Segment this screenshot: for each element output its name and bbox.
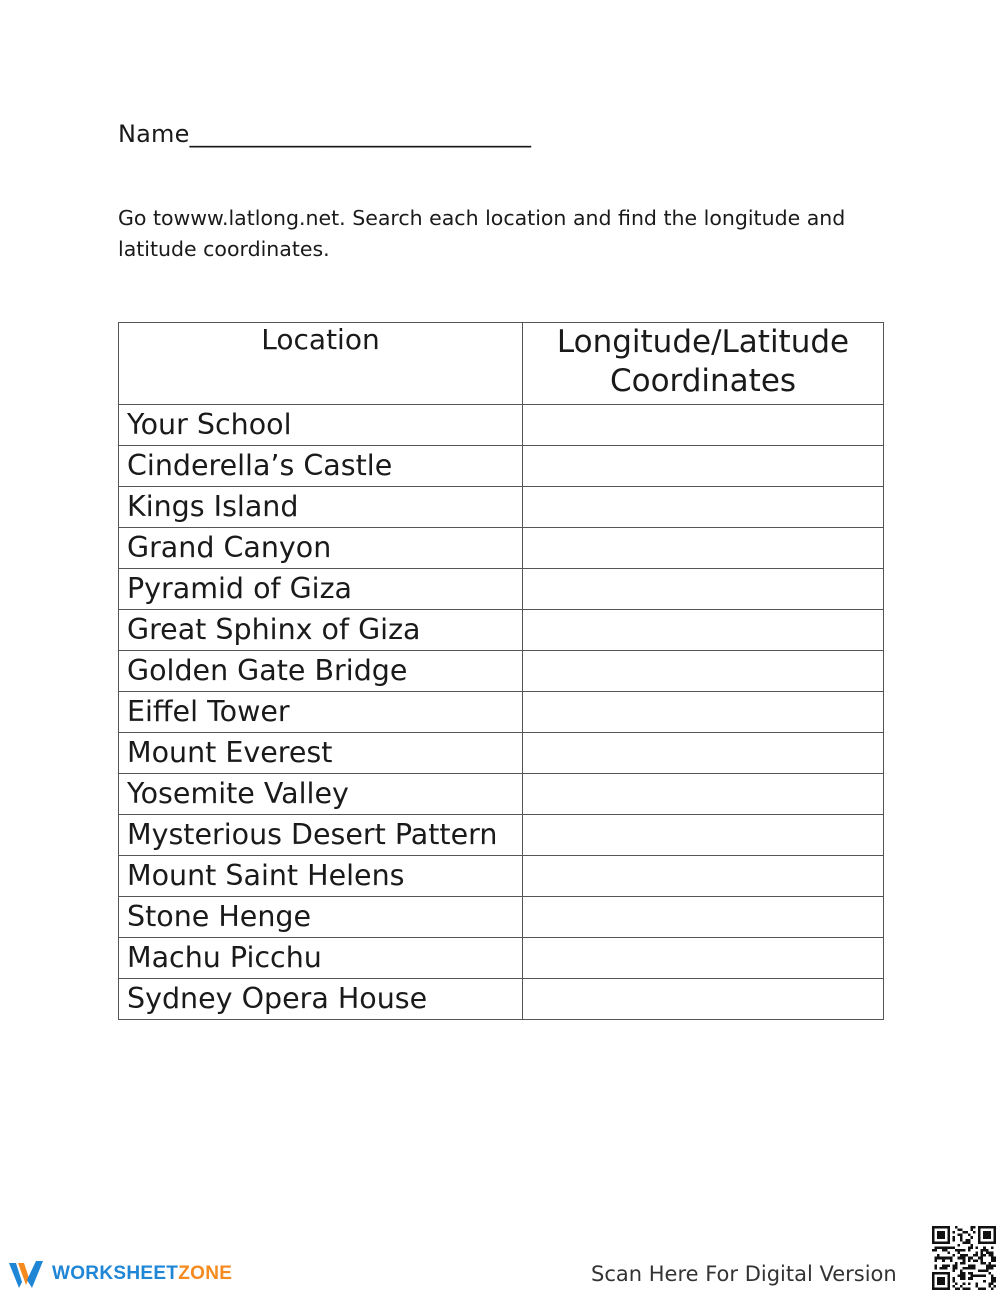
table-row: [119, 692, 884, 733]
brand-zone: ZONE: [178, 1263, 233, 1284]
coordinates-answer-cell[interactable]: [523, 733, 884, 774]
location-cell: Machu Picchu: [119, 938, 523, 979]
coordinates-answer-cell[interactable]: [523, 446, 884, 487]
brand-worksheet: WORKSHEET: [52, 1263, 179, 1284]
table-row: [119, 979, 884, 1020]
location-cell: Pyramid of Giza: [119, 569, 523, 610]
table-row: [119, 815, 884, 856]
table-row: [119, 487, 884, 528]
location-cell: Eiffel Tower: [119, 692, 523, 733]
table-row: [119, 651, 884, 692]
location-cell: Mount Saint Helens: [119, 856, 523, 897]
coordinates-answer-cell[interactable]: [523, 856, 884, 897]
location-cell: Kings Island: [119, 487, 523, 528]
table-row: [119, 569, 884, 610]
coordinates-answer-cell[interactable]: [523, 938, 884, 979]
coordinates-answer-cell[interactable]: [523, 692, 884, 733]
coordinates-answer-cell[interactable]: [523, 979, 884, 1020]
location-cell: Stone Henge: [119, 897, 523, 938]
coordinates-answer-cell[interactable]: [523, 569, 884, 610]
location-cell: Your School: [119, 405, 523, 446]
table-row: [119, 610, 884, 651]
name-field[interactable]: [118, 120, 531, 148]
coordinates-answer-cell[interactable]: [523, 815, 884, 856]
location-cell: Cinderella’s Castle: [119, 446, 523, 487]
worksheet-zone-logo: [8, 1258, 232, 1290]
coordinates-answer-cell[interactable]: [523, 774, 884, 815]
table-row: [119, 446, 884, 487]
location-cell: Mysterious Desert Pattern: [119, 815, 523, 856]
coordinates-answer-cell[interactable]: [523, 610, 884, 651]
location-cell: Yosemite Valley: [119, 774, 523, 815]
location-column-header: Location: [119, 323, 523, 405]
table-row: [119, 405, 884, 446]
coordinates-answer-cell[interactable]: [523, 405, 884, 446]
location-cell: Great Sphinx of Giza: [119, 610, 523, 651]
table-row: [119, 856, 884, 897]
table-header-row: [119, 323, 884, 405]
coordinates-column-header: Longitude/Latitude Coordinates: [523, 323, 884, 405]
table-row: [119, 774, 884, 815]
scan-here-label: Scan Here For Digital Version: [591, 1262, 897, 1286]
name-blank-line[interactable]: ____________________________: [189, 120, 532, 148]
table-body: [119, 405, 884, 1020]
location-cell: Sydney Opera House: [119, 979, 523, 1020]
coordinates-answer-cell[interactable]: [523, 528, 884, 569]
coordinates-answer-cell[interactable]: [523, 651, 884, 692]
table-row: [119, 897, 884, 938]
location-cell: Grand Canyon: [119, 528, 523, 569]
coordinates-answer-cell[interactable]: [523, 897, 884, 938]
coordinates-table: [118, 322, 884, 1020]
table-row: [119, 938, 884, 979]
name-label: Name: [118, 120, 190, 148]
table-row: [119, 733, 884, 774]
coordinates-answer-cell[interactable]: [523, 487, 884, 528]
qr-code-icon[interactable]: [932, 1226, 996, 1290]
w-logo-icon: [8, 1258, 46, 1290]
table-row: [119, 528, 884, 569]
location-cell: Golden Gate Bridge: [119, 651, 523, 692]
location-cell: Mount Everest: [119, 733, 523, 774]
instructions-text: Go towww.latlong.net. Search each location and find the longitude and latitude coordinates.: [118, 206, 846, 261]
